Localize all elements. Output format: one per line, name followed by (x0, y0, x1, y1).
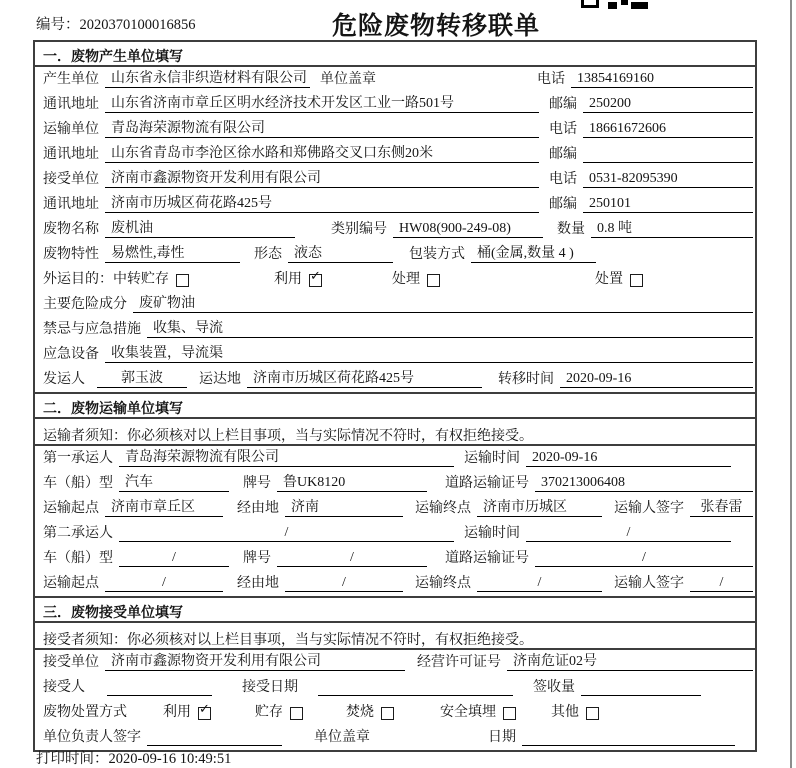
row-transfer-purpose (35, 267, 755, 292)
zip-label: 邮编 (549, 147, 577, 162)
route-via-label: 经由地 (237, 501, 279, 516)
phone-label: 电话 (549, 172, 577, 187)
address-value: 济南市历城区荷花路425号 (105, 192, 539, 213)
transfer-purpose-label: 外运目的： (43, 272, 113, 287)
waste-name-label: 废物名称 (43, 222, 99, 237)
plate-number-value: 鲁UK8120 (277, 471, 427, 492)
vehicle-type-value: 汽车 (119, 471, 229, 492)
route-origin-value: 济南市章丘区 (105, 496, 223, 517)
license-number-label: 经营许可证号 (417, 655, 501, 670)
zip-value: 250101 (583, 196, 753, 213)
checkbox-label: 焚烧 (346, 705, 374, 720)
receive-date-value (318, 679, 513, 696)
received-quantity-label: 签收量 (533, 680, 575, 695)
second-carrier-value: / (119, 525, 454, 542)
route-via-value: / (285, 575, 403, 592)
checkbox-label: 处理 (392, 272, 420, 287)
transport-time-label: 运输时间 (464, 451, 520, 466)
section-receiver (35, 596, 755, 750)
carrier-signature-value: / (690, 575, 753, 592)
route-end-value: / (477, 575, 602, 592)
route-via-value: 济南 (285, 496, 403, 517)
checkbox-utilize (274, 268, 322, 288)
vehicle-type-label: 车（船）型 (43, 476, 113, 491)
route-via-label: 经由地 (237, 576, 279, 591)
receive-unit-value: 济南市鑫源物资开发利用有限公司 (105, 650, 405, 671)
date-label: 日期 (488, 730, 516, 745)
waste-property-label: 废物特性 (43, 247, 99, 262)
transporter-unit-label: 运输单位 (43, 122, 99, 137)
consignor-value: 郭玉波 (97, 367, 187, 388)
row-waste-property (35, 242, 755, 267)
row-transporter-address (35, 142, 755, 167)
transport-time-value: / (526, 525, 731, 542)
form-number (36, 13, 196, 34)
checkbox-label: 利用 (163, 705, 191, 720)
zip-label: 邮编 (549, 197, 577, 212)
manifest-form (33, 40, 757, 752)
qr-code-fragment-icon (581, 0, 651, 9)
first-carrier-label: 第一承运人 (43, 451, 113, 466)
unit-seal-label: 单位盖章 (320, 72, 376, 87)
transport-time-value: 2020-09-16 (526, 450, 731, 467)
section-transporter (35, 392, 755, 596)
receiver-person-label: 接受人 (43, 680, 85, 695)
checkbox-box (503, 707, 516, 720)
emergency-measures-label: 禁忌与应急措施 (43, 322, 141, 337)
section-producer-title: 一．废物产生单位填写 (35, 42, 755, 67)
consignor-label: 发运人 (43, 372, 85, 387)
section-receiver-title: 三．废物接受单位填写 (35, 598, 755, 623)
page-title: 危险废物转移联单 (332, 12, 541, 40)
transfer-date-label: 转移时间 (498, 372, 554, 387)
road-permit-value: 370213006408 (535, 475, 753, 492)
received-quantity-value (581, 679, 701, 696)
row-second-carrier (35, 521, 755, 546)
qr-block (581, 0, 599, 8)
phone-label: 电话 (549, 122, 577, 137)
transporter-unit-value: 青岛海荣源物流有限公司 (105, 117, 539, 138)
vehicle-type-value: / (119, 550, 229, 567)
checkbox-box (309, 269, 322, 287)
road-permit-label: 道路运输证号 (445, 476, 529, 491)
receive-unit-label: 接受单位 (43, 655, 99, 670)
receiver-unit-value: 济南市鑫源物资开发利用有限公司 (105, 167, 539, 188)
checkbox-landfill (440, 701, 516, 721)
phone-value: 13854169160 (571, 71, 753, 88)
checkbox-box (630, 274, 643, 287)
first-carrier-value: 青岛海荣源物流有限公司 (119, 446, 454, 467)
scan-edge-line (790, 0, 792, 768)
date-value (522, 729, 735, 746)
road-permit-label: 道路运输证号 (445, 551, 529, 566)
address-value: 山东省青岛市李沧区徐水路和郑佛路交叉口东侧20米 (105, 142, 539, 163)
producer-unit-label: 产生单位 (43, 72, 99, 87)
row-route-1 (35, 496, 755, 521)
form-number-label: 编号： (36, 17, 80, 33)
quantity-value: 0.8 吨 (591, 217, 753, 238)
print-time: 打印时间：2020-09-16 10:49:51 (36, 751, 232, 767)
checkbox-dispose (595, 268, 643, 288)
responsible-signature-value (147, 729, 282, 746)
route-end-value: 济南市历城区 (477, 496, 602, 517)
license-number-value: 济南危证02号 (507, 650, 753, 671)
row-producer-unit (35, 67, 755, 92)
route-end-label: 运输终点 (415, 501, 471, 516)
emergency-measures-value: 收集、导流 (147, 317, 753, 338)
checkbox-other (551, 701, 599, 721)
row-consignor (35, 367, 755, 392)
row-hazard-component (35, 292, 755, 317)
waste-name-value: 废机油 (105, 217, 295, 238)
checkbox-label: 其他 (551, 705, 579, 720)
zip-value: 250200 (583, 96, 753, 113)
receiver-unit-label: 接受单位 (43, 172, 99, 187)
row-first-carrier (35, 446, 755, 471)
row-vehicle-1 (35, 471, 755, 496)
carrier-signature-label: 运输人签字 (614, 501, 684, 516)
row-producer-address (35, 92, 755, 117)
receiver-person-value (107, 679, 212, 696)
checkbox-utilize (163, 701, 211, 721)
checkbox-label: 利用 (274, 272, 302, 287)
unit-seal-label: 单位盖章 (314, 730, 370, 745)
road-permit-value: / (535, 550, 753, 567)
producer-unit-value: 山东省永信非织造材料有限公司 (105, 67, 310, 88)
checkmark: ✓ (310, 269, 321, 284)
plate-number-label: 牌号 (243, 476, 271, 491)
address-label: 通讯地址 (43, 147, 99, 162)
row-route-2 (35, 571, 755, 596)
disposal-method-label: 废物处置方式 (43, 705, 127, 720)
qr-block (631, 2, 648, 9)
zip-value (583, 146, 753, 163)
qr-block (608, 2, 617, 9)
checkbox-box (381, 707, 394, 720)
category-code-value: HW08(900-249-08) (393, 221, 543, 238)
zip-label: 邮编 (549, 97, 577, 112)
row-receive-unit (35, 650, 755, 675)
checkbox-incinerate (346, 701, 394, 721)
qr-block (621, 0, 628, 5)
route-end-label: 运输终点 (415, 576, 471, 591)
packaging-label: 包装方式 (409, 247, 465, 262)
row-transporter-unit (35, 117, 755, 142)
address-label: 通讯地址 (43, 197, 99, 212)
row-receiver-address (35, 192, 755, 217)
row-emergency-equipment (35, 342, 755, 367)
checkbox-transit-storage (113, 268, 189, 288)
checkbox-label: 处置 (595, 272, 623, 287)
plate-number-label: 牌号 (243, 551, 271, 566)
phone-label: 电话 (537, 72, 565, 87)
checkbox-box (427, 274, 440, 287)
form-state-label: 形态 (254, 247, 282, 262)
checkbox-label: 贮存 (255, 705, 283, 720)
emergency-equipment-value: 收集装置，导流渠 (105, 342, 753, 363)
transporter-notice: 运输者须知：你必须核对以上栏目事项，当与实际情况不符时，有权拒绝接受。 (35, 419, 755, 446)
address-value: 山东省济南市章丘区明水经济技术开发区工业一路501号 (105, 92, 539, 113)
receiver-notice: 接受者须知：你必须核对以上栏目事项，当与实际情况不符时，有权拒绝接受。 (35, 623, 755, 650)
receive-date-label: 接受日期 (242, 680, 298, 695)
form-state-value: 液态 (288, 242, 393, 263)
section-producer (35, 42, 755, 392)
form-number-value: 2020370100016856 (79, 17, 196, 33)
responsible-signature-label: 单位负责人签字 (43, 730, 141, 745)
carrier-signature-label: 运输人签字 (614, 576, 684, 591)
vehicle-type-label: 车（船）型 (43, 551, 113, 566)
checkbox-label: 中转贮存 (113, 272, 169, 287)
row-receiver-unit (35, 167, 755, 192)
checkmark: ✓ (199, 702, 210, 717)
checkbox-box (198, 702, 211, 720)
address-label: 通讯地址 (43, 97, 99, 112)
destination-value: 济南市历城区荷花路425号 (247, 367, 482, 388)
hazard-component-label: 主要危险成分 (43, 297, 127, 312)
checkbox-box (290, 707, 303, 720)
phone-value: 18661672606 (583, 121, 753, 138)
hazard-component-value: 废矿物油 (133, 292, 753, 313)
row-disposal-method (35, 700, 755, 725)
checkbox-label: 安全填埋 (440, 705, 496, 720)
checkbox-box (176, 274, 189, 287)
phone-value: 0531-82095390 (583, 171, 753, 188)
route-origin-value: / (105, 575, 223, 592)
transport-time-label: 运输时间 (464, 526, 520, 541)
plate-number-value: / (277, 550, 427, 567)
route-origin-label: 运输起点 (43, 576, 99, 591)
row-waste-name (35, 217, 755, 242)
emergency-equipment-label: 应急设备 (43, 347, 99, 362)
category-code-label: 类别编号 (331, 222, 387, 237)
row-emergency-measures (35, 317, 755, 342)
row-receiver-person (35, 675, 755, 700)
checkbox-storage (255, 701, 303, 721)
carrier-signature-value: 张春雷 (690, 496, 753, 517)
checkbox-box (586, 707, 599, 720)
packaging-value: 桶(金属,数量 4 ) (471, 242, 596, 263)
destination-label: 运达地 (199, 372, 241, 387)
section-transporter-title: 二．废物运输单位填写 (35, 394, 755, 419)
transfer-date-value: 2020-09-16 (560, 371, 753, 388)
waste-property-value: 易燃性,毒性 (105, 242, 240, 263)
second-carrier-label: 第二承运人 (43, 526, 113, 541)
route-origin-label: 运输起点 (43, 501, 99, 516)
checkbox-treat (392, 268, 440, 288)
quantity-label: 数量 (557, 222, 585, 237)
row-vehicle-2 (35, 546, 755, 571)
